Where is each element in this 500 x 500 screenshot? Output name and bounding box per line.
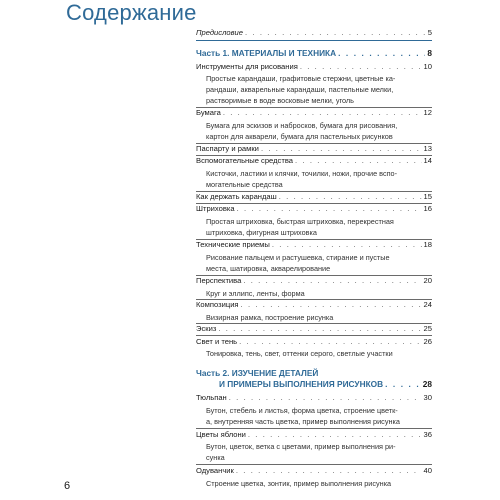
description-line: сунка <box>206 453 225 462</box>
toc-entry-title: Одуванчик <box>196 466 234 475</box>
description-line: Простая штриховка, быстрая штриховка, перекрестная <box>206 217 394 226</box>
description-line: места, шатировка, акварелирование <box>206 264 331 273</box>
toc-part-2-line-2[interactable] <box>219 379 432 389</box>
toc-entry-description <box>206 252 422 274</box>
toc-entry-techniques[interactable] <box>196 240 432 250</box>
toc-entry-description <box>206 216 422 238</box>
leader-dots <box>245 28 426 38</box>
toc-part-title: Часть 1. МАТЕРИАЛЫ И ТЕХНИКА <box>196 48 337 58</box>
toc-entry-title: Эскиз <box>196 324 217 333</box>
toc-entry-title: Технические приемы <box>196 240 270 249</box>
toc-entry-composition[interactable] <box>196 300 432 310</box>
leader-dots <box>279 192 422 202</box>
toc-part-title: Часть 2. ИЗУЧЕНИЕ ДЕТАЛЕЙ <box>196 368 319 378</box>
toc-entry-aids[interactable] <box>196 156 432 166</box>
toc-entry-page: 12 <box>423 108 432 117</box>
toc-entry-paper[interactable] <box>196 108 432 118</box>
toc-entry-description <box>206 168 422 190</box>
description-line: растворимые в воде восковые мелки, уголь <box>206 96 354 105</box>
description-line: рандаши, акварельные карандаши, пастельные мелки, <box>206 85 394 94</box>
description-line: а, внутренняя часть цветка, пример выполнения рисунка <box>206 417 400 426</box>
toc-entry-description <box>206 478 422 489</box>
description-line: Кисточки, ластики и клячки, точилки, ножи, прочие вспо- <box>206 169 398 178</box>
toc-entry-description <box>206 441 422 463</box>
toc-entry-light-shadow[interactable] <box>196 337 432 347</box>
description-line: могательные средства <box>206 180 283 189</box>
toc-entry-description <box>206 120 422 142</box>
leader-dots <box>218 324 421 334</box>
leader-dots <box>236 466 422 476</box>
leader-dots <box>300 62 422 72</box>
description-line: Бутон, цветок, ветка с цветами, пример выполнения ри- <box>206 442 396 451</box>
leader-dots <box>295 156 422 166</box>
toc-part-title: И ПРИМЕРЫ ВЫПОЛНЕНИЯ РИСУНКОВ <box>219 379 384 389</box>
page-title: Содержание <box>66 0 197 25</box>
toc-entry-title: Свет и тень <box>196 337 238 346</box>
description-line: штриховка, фигурная штриховка <box>206 228 317 237</box>
toc-entry-title: Перспектива <box>196 276 242 285</box>
description-line: Простые карандаши, графитовые стержни, цветные ка- <box>206 74 396 83</box>
description-line: Рисование пальцем и растушевка, стирание и пустые <box>206 253 390 262</box>
toc-entry-page: 30 <box>423 393 432 402</box>
toc-entry-description <box>206 405 422 427</box>
toc-entry-perspective[interactable] <box>196 276 432 286</box>
toc-entry-page: 5 <box>427 28 432 37</box>
toc-entry-sketch[interactable] <box>196 324 432 334</box>
description-line: картон для акварели, бумага для пастельных рисунков <box>206 132 393 141</box>
toc-entry-page: 18 <box>423 240 432 249</box>
leader-dots <box>223 108 422 118</box>
toc-entry-page: 14 <box>423 156 432 165</box>
toc-part-page: 8 <box>427 48 432 58</box>
toc-entry-title: Вспомогательные средства <box>196 156 293 165</box>
toc-entry-title: Инструменты для рисования <box>196 62 298 71</box>
toc-entry-tools[interactable] <box>196 62 432 72</box>
toc-entry-description <box>206 73 422 106</box>
description-line: Строение цветка, зонтик, пример выполнения рисунка <box>206 479 392 488</box>
toc-entry-page: 26 <box>423 337 432 346</box>
toc-entry-title: Композиция <box>196 300 239 309</box>
toc-entry-page: 13 <box>423 144 432 153</box>
leader-dots <box>272 240 422 250</box>
toc-part-page: 28 <box>422 379 432 389</box>
description-line: Круг и эллипс, ленты, форма <box>206 289 305 298</box>
toc-entry-description <box>206 312 422 323</box>
toc-entry-pencil-hold[interactable] <box>196 192 432 202</box>
leader-dots <box>239 337 421 347</box>
leader-dots <box>243 276 421 286</box>
toc-entry-page: 10 <box>423 62 432 71</box>
toc-entry-page: 25 <box>423 324 432 333</box>
toc-entry-apple-blossom[interactable] <box>196 430 432 440</box>
toc-entry-description <box>206 288 422 299</box>
toc-entry-page: 15 <box>423 192 432 201</box>
toc-entry-title: Штриховка <box>196 204 235 213</box>
leader-dots <box>248 430 422 440</box>
toc-entry-title: Предисловие <box>196 28 243 37</box>
divider <box>196 40 432 41</box>
leader-dots <box>237 204 422 214</box>
toc-entry-passe-partout[interactable] <box>196 144 432 154</box>
toc-entry-title: Паспарту и рамки <box>196 144 259 153</box>
description-line: Визирная рамка, построение рисунка <box>206 313 334 322</box>
toc-entry-page: 40 <box>423 466 432 475</box>
leader-dots <box>338 48 425 58</box>
divider <box>196 464 432 465</box>
leader-dots <box>241 300 422 310</box>
toc-entry-title: Тюльпан <box>196 393 227 402</box>
divider <box>196 335 432 336</box>
toc-entry-dandelion[interactable] <box>196 466 432 476</box>
description-line: Бутон, стебель и листья, форма цветка, строение цветк- <box>206 406 398 415</box>
leader-dots <box>385 379 421 389</box>
leader-dots <box>261 144 422 154</box>
leader-dots <box>229 393 422 403</box>
toc-part-2[interactable] <box>196 368 432 378</box>
description-line: Тонировка, тень, свет, оттенки серого, светлые участки <box>206 349 393 358</box>
page-number: 6 <box>64 480 71 492</box>
toc-entry-title: Как держать карандаш <box>196 192 277 201</box>
divider <box>196 428 432 429</box>
toc-entry-hatching[interactable] <box>196 204 432 214</box>
toc-entry-tulip[interactable] <box>196 393 432 403</box>
description-line: Бумага для эскизов и набросков, бумага для рисования, <box>206 121 398 130</box>
toc-entry-page: 16 <box>423 204 432 213</box>
toc-entry-description <box>206 348 422 359</box>
toc-entry-title: Цветы яблони <box>196 430 246 439</box>
toc-entry-preface[interactable] <box>196 28 432 38</box>
toc-part-1[interactable] <box>196 48 432 58</box>
toc-entry-page: 24 <box>423 300 432 309</box>
toc-entry-page: 36 <box>423 430 432 439</box>
table-of-contents <box>196 0 432 500</box>
toc-entry-title: Бумага <box>196 108 221 117</box>
toc-entry-page: 20 <box>423 276 432 285</box>
